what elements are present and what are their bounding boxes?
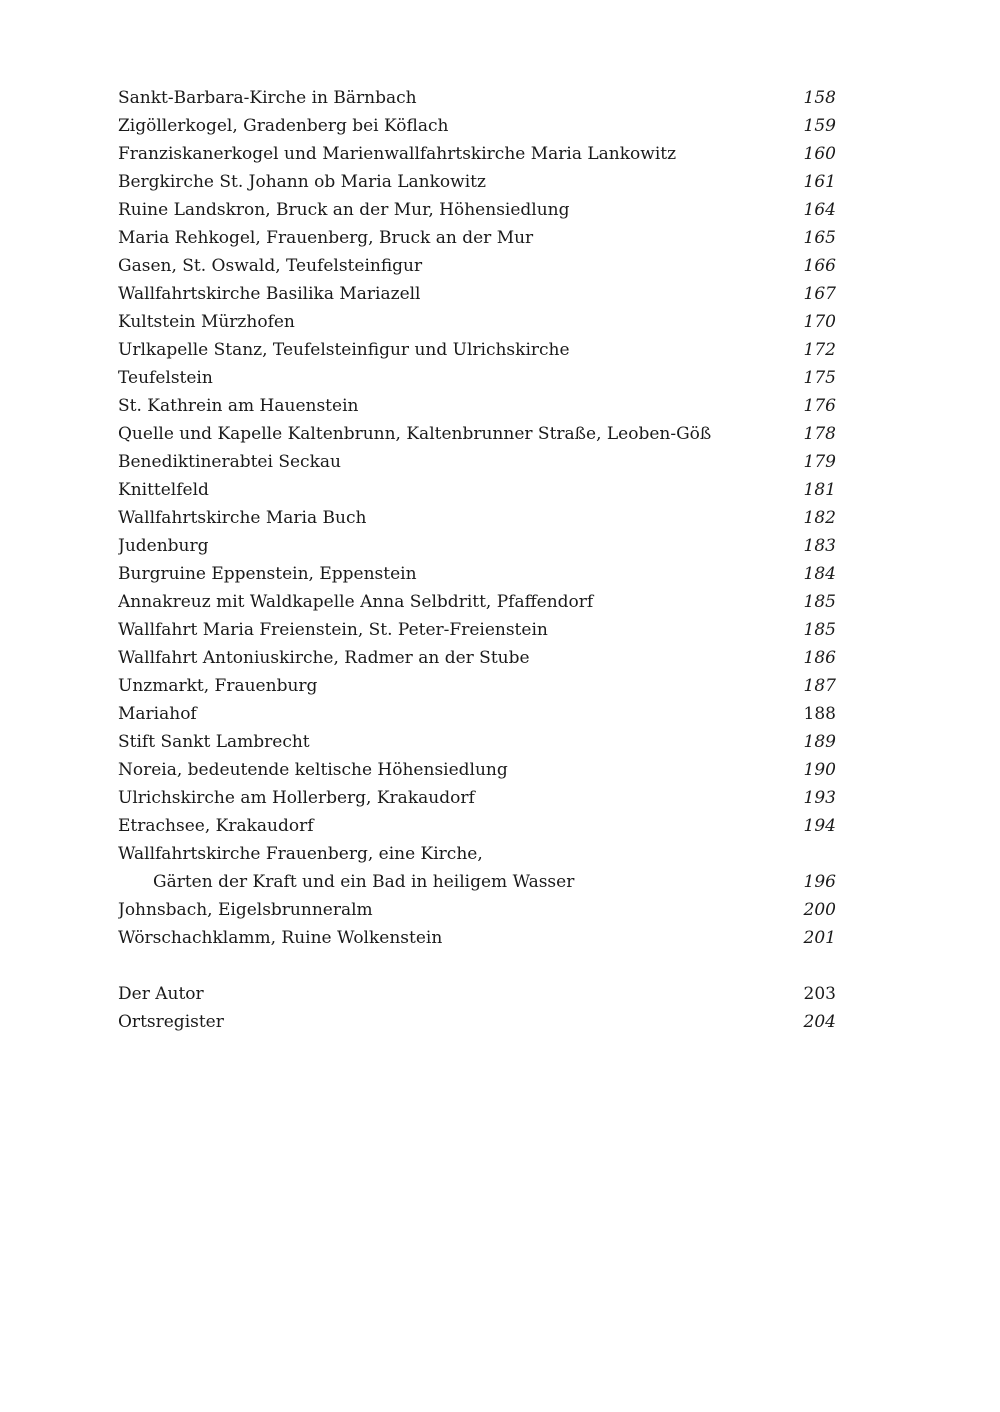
toc-entry [118,224,836,252]
toc-entry [118,392,836,420]
toc-entry-title: Burgruine Eppenstein, Eppenstein [118,564,417,584]
toc-entry-page: 164 [803,200,836,220]
toc-entry-title: Benediktinerabtei Seckau [118,452,341,472]
toc-entry-page: 187 [803,676,836,696]
toc-entry-title: Zigöllerkogel, Gradenberg bei Köflach [118,116,449,136]
toc-entry-title: Unzmarkt, Frauenburg [118,676,318,696]
toc-entry-title: Wallfahrt Maria Freienstein, St. Peter-Freienstein [118,620,548,640]
toc-entry-page: 161 [803,172,836,192]
toc-entry-page: 188 [803,704,836,724]
toc-entry-page: 181 [803,480,836,500]
toc-entry-title: Bergkirche St. Johann ob Maria Lankowitz [118,172,486,192]
toc-entry-page: 196 [803,872,836,892]
toc-entry-title: St. Kathrein am Hauenstein [118,396,359,416]
toc-entry-title: Knittelfeld [118,480,209,500]
toc-entry [118,448,836,476]
toc-entry-title: Johnsbach, Eigelsbrunneralm [118,900,373,920]
toc-entry-continuation [118,868,836,896]
toc-entry-page: 200 [803,900,836,920]
toc-entry [118,252,836,280]
toc-entry [118,756,836,784]
toc-entry [118,812,836,840]
toc-entry-title: Wallfahrtskirche Frauenberg, eine Kirche, [118,844,483,864]
toc-entry [118,840,836,868]
toc-entry-page: 185 [803,592,836,612]
toc-entry-back-matter [118,1008,836,1036]
toc-entry-page: 186 [803,648,836,668]
toc-entry-page: 166 [803,256,836,276]
toc-entry-title: Kultstein Mürzhofen [118,312,295,332]
toc-entry [118,672,836,700]
toc-entry-page: 178 [803,424,836,444]
toc-entry-title: Noreia, bedeutende keltische Höhensiedlung [118,760,508,780]
toc-entry-title: Gärten der Kraft und ein Bad in heiligem Wasser [153,872,575,892]
toc-entry-page: 201 [803,928,836,948]
toc-entry [118,196,836,224]
toc-entry-title: Wallfahrtskirche Maria Buch [118,508,367,528]
toc-entry-page: 175 [803,368,836,388]
toc-entry-page: 165 [803,228,836,248]
toc-entry [118,420,836,448]
toc-entry-title: Mariahof [118,704,197,724]
toc-entry [118,476,836,504]
toc-entry [118,532,836,560]
toc-entry-back-matter [118,980,836,1008]
toc-entry-page: 203 [803,984,836,1004]
toc-entry-page: 160 [803,144,836,164]
toc-entry-page: 193 [803,788,836,808]
toc-entry-title: Ortsregister [118,1012,224,1032]
toc-entry [118,84,836,112]
toc-entry-page: 184 [803,564,836,584]
toc-entry-page: 185 [803,620,836,640]
toc-entry [118,784,836,812]
toc-entry [118,896,836,924]
toc-entry-title: Quelle und Kapelle Kaltenbrunn, Kaltenbrunner Straße, Leoben-Göß [118,424,712,444]
toc-entry [118,168,836,196]
toc-entry-title: Etrachsee, Krakaudorf [118,816,314,836]
toc-entry-title: Wallfahrtskirche Basilika Mariazell [118,284,421,304]
toc-entry [118,280,836,308]
toc-entry-title: Stift Sankt Lambrecht [118,732,310,752]
toc-entry [118,560,836,588]
toc-entry-title: Judenburg [118,536,209,556]
toc-entry-title: Der Autor [118,984,204,1004]
toc-entry-page: 176 [803,396,836,416]
toc-entry-title: Sankt-Barbara-Kirche in Bärnbach [118,88,417,108]
toc-entry [118,616,836,644]
toc-entry-page: 189 [803,732,836,752]
toc-entry [118,336,836,364]
toc-entry-page: 190 [803,760,836,780]
toc-entry-page: 183 [803,536,836,556]
toc-entry-page: 182 [803,508,836,528]
toc-entry-title: Franziskanerkogel und Marienwallfahrtskirche Maria Lankowitz [118,144,677,164]
toc-entry-title: Wallfahrt Antoniuskirche, Radmer an der Stube [118,648,530,668]
toc-entry-title: Ulrichskirche am Hollerberg, Krakaudorf [118,788,475,808]
toc-entry-title: Maria Rehkogel, Frauenberg, Bruck an der Mur [118,228,534,248]
toc-entry [118,308,836,336]
toc-entry-title: Annakreuz mit Waldkapelle Anna Selbdritt, Pfaffendorf [118,592,594,612]
toc-entry [118,364,836,392]
toc-entry-page: 179 [803,452,836,472]
toc-entry [118,700,836,728]
toc-entry-page: 204 [803,1012,836,1032]
table-of-contents [118,84,836,1036]
toc-entry-page: 170 [803,312,836,332]
toc-entry [118,112,836,140]
toc-entry-page: 167 [803,284,836,304]
toc-entry-title: Wörschachklamm, Ruine Wolkenstein [118,928,443,948]
toc-entry-page: 194 [803,816,836,836]
toc-entry [118,728,836,756]
toc-entry-page: 158 [803,88,836,108]
toc-entry [118,924,836,952]
toc-entry-title: Urlkapelle Stanz, Teufelsteinfigur und Ulrichskirche [118,340,570,360]
section-spacer [118,952,836,980]
toc-entry-page: 159 [803,116,836,136]
toc-entry [118,140,836,168]
toc-entry-title: Teufelstein [118,368,213,388]
toc-entry [118,504,836,532]
toc-entry [118,644,836,672]
toc-entry [118,588,836,616]
toc-entry-title: Ruine Landskron, Bruck an der Mur, Höhensiedlung [118,200,570,220]
toc-entry-page: 172 [803,340,836,360]
toc-entry-title: Gasen, St. Oswald, Teufelsteinfigur [118,256,423,276]
